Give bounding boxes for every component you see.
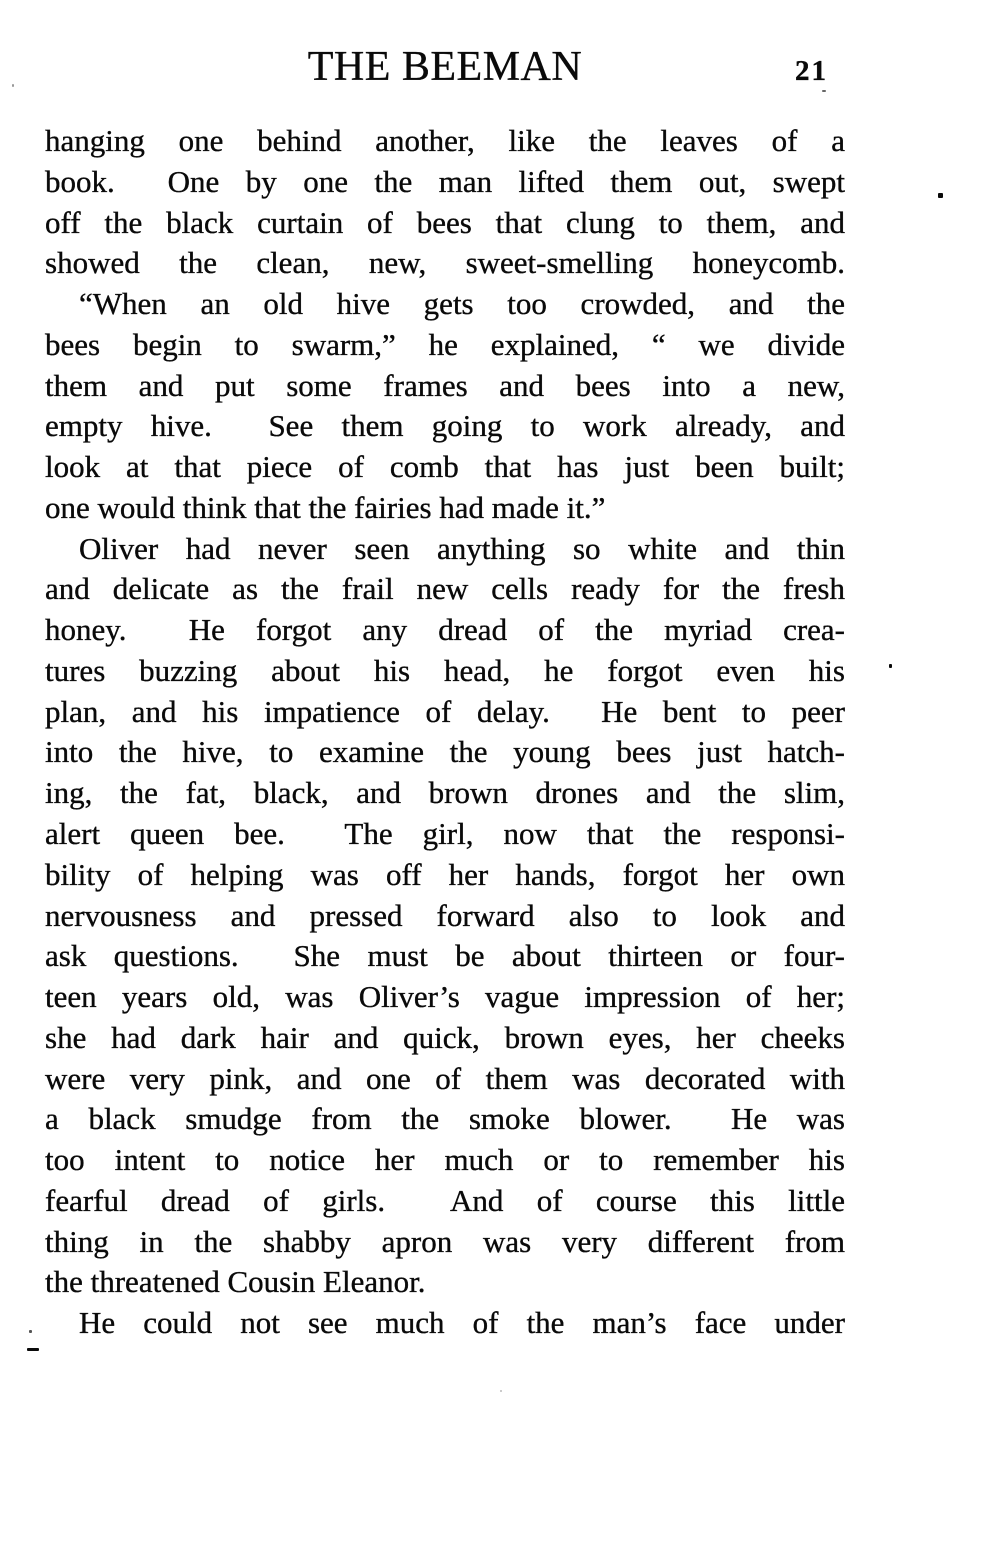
text-line: fearful dread of girls. And of course this little: [45, 1182, 845, 1218]
text-line: ing, the fat, black, and brown drones and the slim,: [45, 775, 845, 811]
text-line: off the black curtain of bees that clung to them, and: [45, 204, 845, 240]
text-line: she had dark hair and quick, brown eyes, her cheeks: [45, 1019, 845, 1055]
scan-speck: [938, 193, 943, 198]
text-line: teen years old, was Oliver’s vague impression of her;: [45, 979, 845, 1015]
text-line: “When an old hive gets too crowded, and the: [79, 286, 845, 322]
scan-speck: [500, 1390, 502, 1392]
text-line: Oliver had never seen anything so white and thin: [79, 530, 845, 566]
text-line: were very pink, and one of them was decorated with: [45, 1060, 845, 1096]
scan-speck: [29, 1330, 32, 1333]
text-line: hanging one behind another, like the leaves of a: [45, 123, 845, 158]
text-line: plan, and his impatience of delay. He bent to peer: [45, 693, 845, 729]
page-body: [45, 121, 845, 1344]
text-line: empty hive. See them going to work already, and: [45, 408, 845, 444]
scan-speck: [12, 84, 14, 87]
text-line: ask questions. She must be about thirteen or four-: [45, 938, 845, 974]
text-line: them and put some frames and bees into a new,: [45, 367, 845, 403]
text-line: showed the clean, new, sweet-smelling honeycomb.: [45, 245, 845, 281]
running-header-title: THE BEEMAN: [307, 44, 583, 90]
text-line: a black smudge from the smoke blower. He was: [45, 1101, 845, 1137]
scan-speck: [889, 664, 892, 668]
text-line: He could not see much of the man’s face under: [79, 1305, 845, 1341]
page-number: 21: [795, 55, 828, 87]
text-line: the threatened Cousin Eleanor.: [45, 1264, 426, 1300]
text-line: thing in the shabby apron was very different from: [45, 1223, 845, 1259]
text-line: bees begin to swarm,” he explained, “ we divide: [45, 326, 845, 362]
text-line: tures buzzing about his head, he forgot even his: [45, 652, 845, 688]
text-line: and delicate as the frail new cells ready for the fresh: [45, 571, 845, 607]
scan-speck: [822, 90, 826, 92]
text-line: book. One by one the man lifted them out, swept: [45, 163, 845, 199]
text-line: look at that piece of comb that has just been built;: [45, 449, 845, 485]
text-line: alert queen bee. The girl, now that the responsi-: [45, 816, 845, 852]
text-line: nervousness and pressed forward also to look and: [45, 897, 845, 933]
text-line: too intent to notice her much or to remember his: [45, 1142, 845, 1178]
text-line: into the hive, to examine the young bees just hatch-: [45, 734, 845, 770]
text-line: one would think that the fairies had made it.”: [45, 489, 606, 525]
text-line: honey. He forgot any dread of the myriad crea-: [45, 612, 845, 648]
text-line: bility of helping was off her hands, forgot her own: [45, 856, 845, 892]
scan-dash-artifact: [27, 1348, 39, 1351]
